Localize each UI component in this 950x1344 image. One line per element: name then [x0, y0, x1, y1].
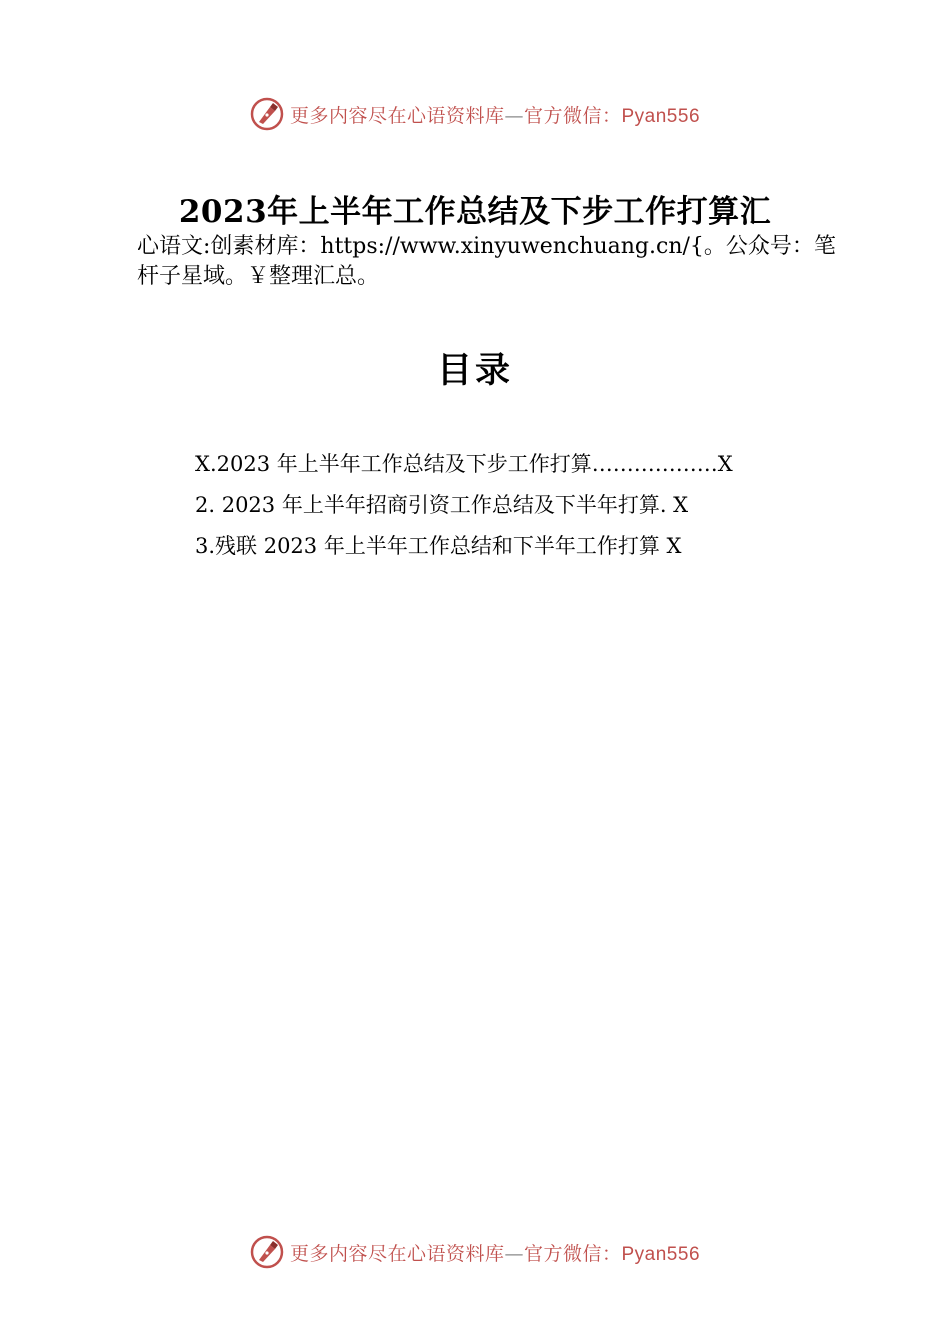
toc-item-1[interactable]: X.2023 年上半年工作总结及下步工作打算………………X	[195, 452, 733, 476]
footer-banner	[0, 1232, 950, 1272]
header-banner-main: 更多内容尽在心语资料库	[289, 104, 505, 127]
footer-banner-text	[290, 1239, 700, 1266]
document-title: 2023年上半年工作总结及下步工作打算汇	[178, 194, 772, 230]
toc-item-3[interactable]: 3.残联 2023 年上半年工作总结和下半年工作打算 X	[195, 534, 682, 558]
footer-banner-dash: —	[504, 1242, 524, 1265]
header-banner	[0, 94, 950, 134]
source-note: 心语文:创素材库：https://www.xinyuwenchuang.cn/{。公众号：笔杆子星域。￥整理汇总。	[137, 234, 836, 289]
footer-banner-wechat: 官方微信：Pyan556	[524, 1243, 701, 1265]
pen-nib-logo-icon	[250, 97, 284, 131]
footer-banner-main: 更多内容尽在心语资料库	[289, 1242, 505, 1265]
table-of-contents	[195, 448, 835, 571]
pen-nib-logo-icon	[250, 1235, 284, 1269]
header-banner-text	[290, 101, 700, 128]
toc-item-2[interactable]: 2. 2023 年上半年招商引资工作总结及下半年打算. X	[195, 493, 689, 517]
header-banner-dash: —	[504, 104, 524, 127]
toc-heading: 目录	[436, 350, 513, 391]
header-banner-wechat: 官方微信：Pyan556	[524, 105, 701, 127]
